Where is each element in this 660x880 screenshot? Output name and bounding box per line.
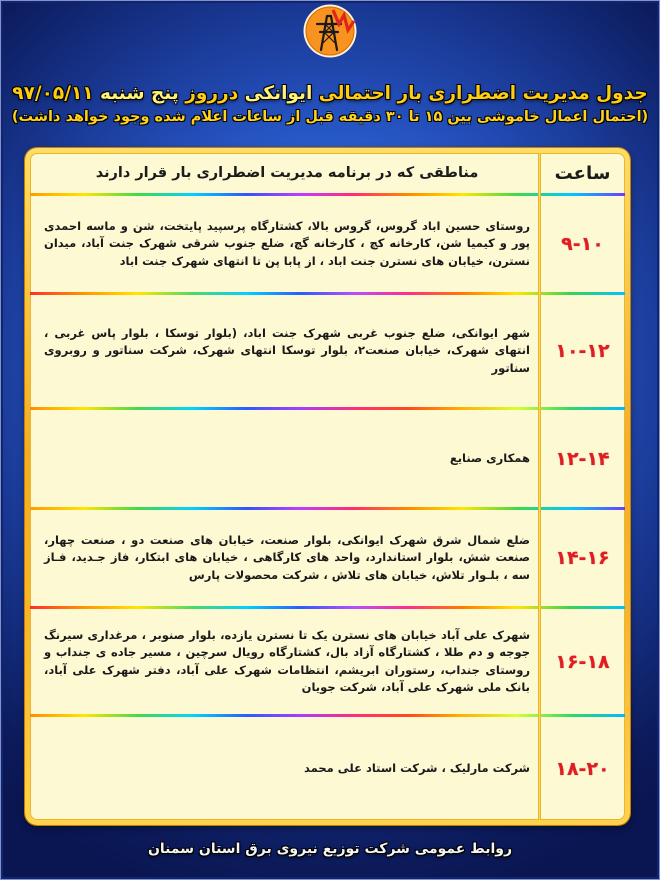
column-divider (538, 153, 541, 820)
page-title (10, 80, 650, 107)
affected-areas-cell (30, 510, 540, 606)
time-slot: ۱۴-۱۶ (555, 547, 610, 569)
affected-areas: شهر ایوانکی، ضلع جنوب غربی شهرک جنت اباد، (بلوار توسکا ، بلوار پاس غربی ، انتهای شهرک، خیابان صنعت۲، بلوار توسکا انتهای شهرک، شرکت سناتور و روبروی سناتور (44, 325, 530, 375)
time-slot-cell (540, 295, 625, 407)
time-slot: ۱۲-۱۴ (555, 447, 610, 470)
affected-areas: همکاری صنایع (449, 450, 530, 465)
time-slot-cell (540, 609, 625, 714)
affected-areas-cell (30, 196, 540, 292)
schedule-row (30, 717, 625, 820)
schedule-row (30, 410, 625, 507)
time-slot-cell (540, 510, 625, 606)
time-slot-cell (540, 717, 625, 820)
schedule-table-body (30, 153, 625, 820)
schedule-row (30, 196, 625, 292)
schedule-row (30, 295, 625, 407)
time-slot: ۱۶-۱۸ (555, 650, 610, 673)
time-slot: ۱۰-۱۲ (555, 340, 610, 362)
title-date: ۹۷/۰۵/۱۱ (12, 83, 94, 104)
time-slot-cell (540, 196, 625, 292)
affected-areas-cell (30, 609, 540, 714)
affected-areas: شهرک علی آباد خیابان های نسترن یک تا نسترن یازده، بلوار صنوبر ، مرغداری سیرنگ جوجه و دم طلا ، کشتارگاه آزاد بال، کشتارگاه رویال سرچین ، مسیر جاده ی جنداب و روستای جنداب، رستوران ابریشم، انتظامات شهرک علی آباد، دفتر شهرک علی آباد، بانک ملی شهرک علی آباد، شرکت جویان (44, 627, 530, 694)
time-slot: ۹-۱۰ (561, 233, 604, 255)
affected-areas: شرکت مارلیک ، شرکت استاد علی محمد (304, 760, 530, 775)
column-header-areas: مناطقی که در برنامه مدیریت اضطراری بار قرار دارند (95, 165, 479, 181)
footer-credit: روابط عمومی شرکت توزیع نیروی برق استان سمنان (147, 841, 513, 857)
schedule-table (25, 148, 630, 825)
schedule-row (30, 510, 625, 606)
column-header-time: ساعت (554, 162, 611, 184)
title-text: جدول مدیریت اضطراری بار احتمالی (318, 83, 648, 104)
power-company-logo-icon (302, 3, 358, 59)
column-header-areas-cell (30, 153, 540, 193)
time-slot-cell (540, 410, 625, 507)
column-header-time-cell (540, 153, 625, 193)
time-slot: ۱۸-۲۰ (555, 757, 610, 780)
title-location-highlight: ایوانکی (244, 83, 313, 104)
table-header-row (30, 153, 625, 193)
title-weekday-highlight: پنج شنبه (100, 83, 179, 104)
affected-areas-cell (30, 295, 540, 407)
affected-areas-cell (30, 717, 540, 820)
affected-areas: روستای حسین اباد گروس، گروس بالا، کشتارگاه پرسپید پایتخت، شن و ماسه احمدی پور و کیمیا شن، کارخانه کچ ، کارخانه گچ، ضلع جنوب شرقی شهرک جنت آباد، میدان نسترن، خیابان های نسترن جنت اباد ، از پابا پن تا انتهای شهرک جنت اباد (44, 218, 530, 268)
schedule-row (30, 609, 625, 714)
affected-areas-cell (30, 410, 540, 507)
page-subtitle: (احتمال اعمال خاموشی بین ۱۵ تا ۳۰ دقیقه قبل از ساعات اعلام شده وجود خواهد داشت) (11, 109, 649, 125)
title-day-prefix: درروز (185, 83, 239, 104)
affected-areas: ضلع شمال شرق شهرک ایوانکی، بلوار صنعت، خیابان های صنعت دو ، صنعت چهار، صنعت شش، بلوار استاندارد، واحد های کارگاهی ، خیابان های ابتکار، فاز جـدید، فـاز سه ، بلـوار تلاش، خیابان های تلاش ، شرکت محصولات پارس (44, 532, 530, 582)
